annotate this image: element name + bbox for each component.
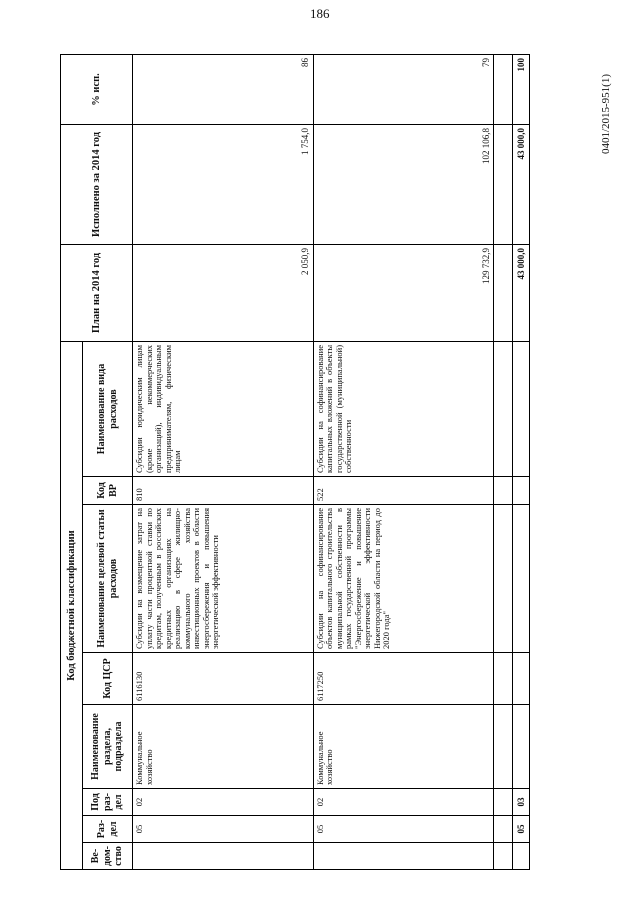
vedomstvo-header: Ве-дом-ство bbox=[83, 843, 133, 870]
csr-cell: 6116130 bbox=[133, 653, 313, 705]
plan-cell: 2 050,9 bbox=[133, 244, 313, 341]
razdel-name-cell: Коммунальное хозяйство bbox=[313, 705, 493, 789]
budget-table-rotated bbox=[60, 55, 530, 870]
total-podrazdel-cell: 03 bbox=[512, 789, 529, 816]
executed-cell: 1 754,0 bbox=[133, 124, 313, 244]
executed-header: Исполнено за 2014 год bbox=[61, 124, 133, 244]
header-row-group bbox=[61, 54, 83, 869]
razdel-cell: 05 bbox=[133, 816, 313, 843]
csr-header: Код ЦСР bbox=[83, 653, 133, 705]
vr-name-header: Наименование вида расходов bbox=[83, 341, 133, 476]
total-executed-cell: 43 000,0 bbox=[512, 124, 529, 244]
vr-header: Код ВР bbox=[83, 477, 133, 505]
csr-name-cell: Субсидии на софинансирование объектов капитального строительства муниципальной собственности в рамках государственной программы "Энергосбережение и повышение энергетической эффективности Нижегородской области на период до 2020 года" bbox=[313, 505, 493, 653]
executed-cell: 102 106,8 bbox=[313, 124, 493, 244]
table-row bbox=[313, 54, 493, 869]
razdel-name-cell: Коммунальное хозяйство bbox=[133, 705, 313, 789]
vr-cell: 810 bbox=[133, 477, 313, 505]
podrazdel-cell: 02 bbox=[133, 789, 313, 816]
table-row bbox=[133, 54, 313, 869]
razdel-name-header: Наименование раздела, подраздела bbox=[83, 705, 133, 789]
total-row bbox=[512, 54, 529, 869]
csr-name-cell: Субсидии на возмещение затрат на уплату части процентной ставки по кредитам, полученным в российских кредитных организациях на реализацию в сфере жилищно-коммунального хозяйства инвестиционных проектов в области энергосбережения и повышения энергетической эффективности bbox=[133, 505, 313, 653]
vedomstvo-cell bbox=[313, 843, 493, 870]
razdel-cell: 05 bbox=[313, 816, 493, 843]
percent-header: % исп. bbox=[61, 54, 133, 124]
vedomstvo-cell bbox=[133, 843, 313, 870]
csr-name-header: Наименование целевой статьи расходов bbox=[83, 505, 133, 653]
total-plan-cell: 43 000,0 bbox=[512, 244, 529, 341]
csr-cell: 6117250 bbox=[313, 653, 493, 705]
blank-row bbox=[493, 54, 512, 869]
vr-name-cell: Субсидии на софинансирование капитальных вложений в объекты государственной (муниципальной) собственности bbox=[313, 341, 493, 476]
page-number: 186 bbox=[310, 6, 330, 21]
budget-classification-header: Код бюджетной классификации bbox=[61, 341, 83, 869]
document-code-text: 0401/2015-951(1) bbox=[600, 74, 612, 155]
vr-name-cell: Субсидии юридическим лицам (кроме некоммерческих организаций), индивидуальным предпринимателям, физическим лицам bbox=[133, 341, 313, 476]
percent-cell: 79 bbox=[313, 54, 493, 124]
plan-cell: 129 732,9 bbox=[313, 244, 493, 341]
podrazdel-header: Под раз-дел bbox=[83, 789, 133, 816]
budget-table bbox=[60, 54, 530, 870]
total-percent-cell: 100 bbox=[512, 54, 529, 124]
vr-cell: 522 bbox=[313, 477, 493, 505]
total-razdel-cell: 05 bbox=[512, 816, 529, 843]
plan-header: План на 2014 год bbox=[61, 244, 133, 341]
razdel-header: Раз-дел bbox=[83, 816, 133, 843]
percent-cell: 86 bbox=[133, 54, 313, 124]
podrazdel-cell: 02 bbox=[313, 789, 493, 816]
